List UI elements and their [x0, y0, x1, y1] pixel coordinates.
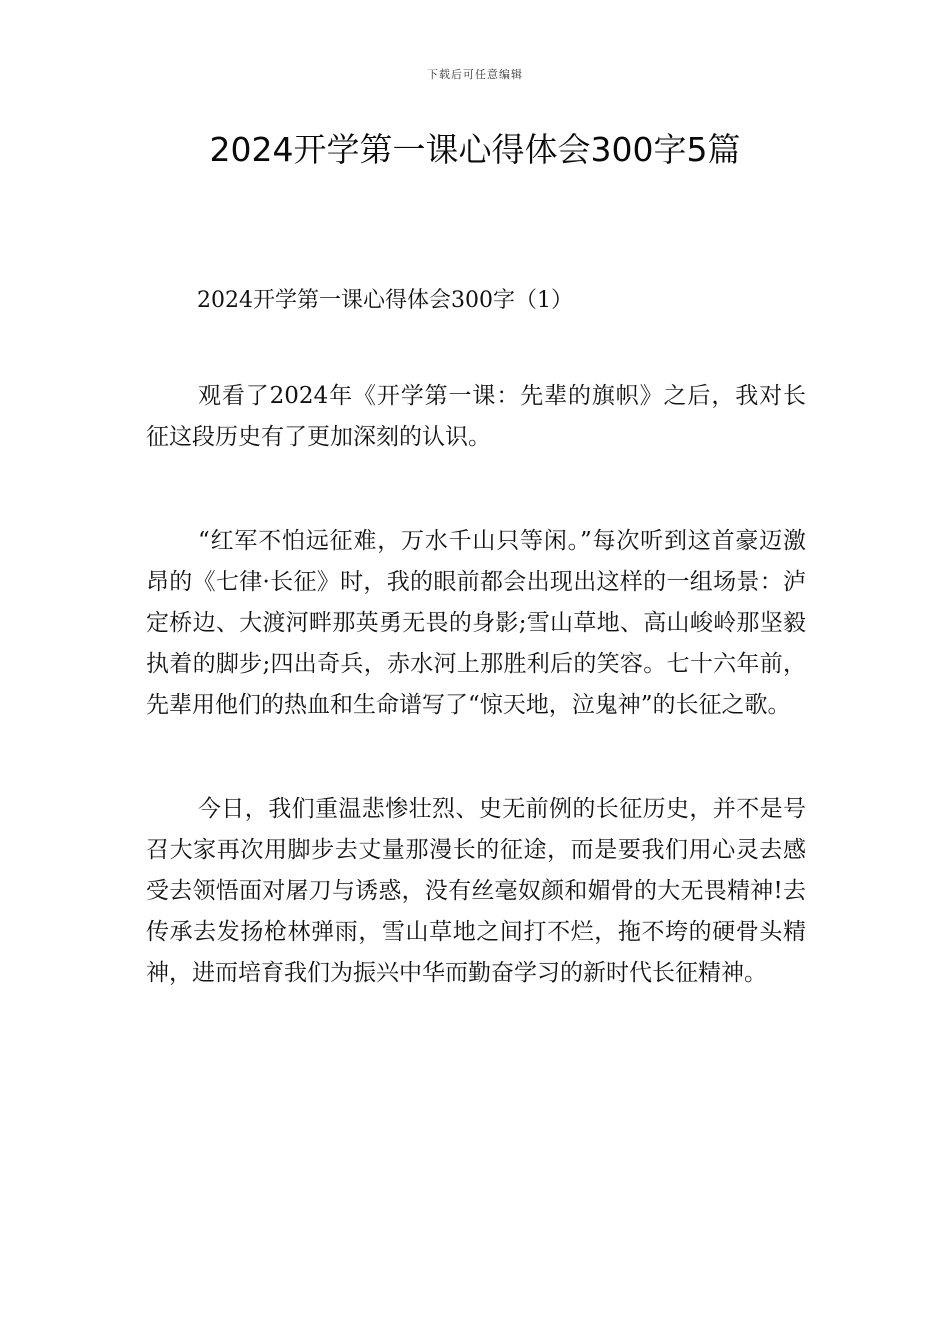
document-body — [146, 280, 806, 1057]
header-note: 下载后可任意编辑 — [427, 68, 523, 81]
paragraph-3: 今日，我们重温悲惨壮烈、史无前例的长征历史，并不是号召大家再次用脚步去丈量那漫长的征途，而是要我们用心灵去感受去领悟面对屠刀与诱惑，没有丝毫奴颜和媚骨的大无畏精神!去传承去发扬枪林弹雨，雪山草地之间打不烂，拖不垮的硬骨头精神，进而培育我们为振兴中华而勤奋学习的新时代长征精神。 — [146, 796, 806, 986]
paragraph-1: 观看了2024年《开学第一课：先辈的旗帜》之后，我对长征这段历史有了更加深刻的认识。 — [146, 383, 806, 450]
section-heading: 2024开学第一课心得体会300字（1） — [197, 288, 573, 313]
document-title: 2024开学第一课心得体会300字5篇 — [209, 130, 741, 169]
paragraph-2: “红军不怕远征难，万水千山只等闲。”每次听到这首豪迈激昂的《七律·长征》时，我的眼前都会出现出这样的一组场景：泸定桥边、大渡河畔那英勇无畏的身影;雪山草地、高山峻岭那坚毅执着的脚步;四出奇兵，赤水河上那胜利后的笑容。七十六年前，先辈用他们的热血和生命谱写了“惊天地，泣鬼神”的长征之歌。 — [146, 528, 806, 718]
